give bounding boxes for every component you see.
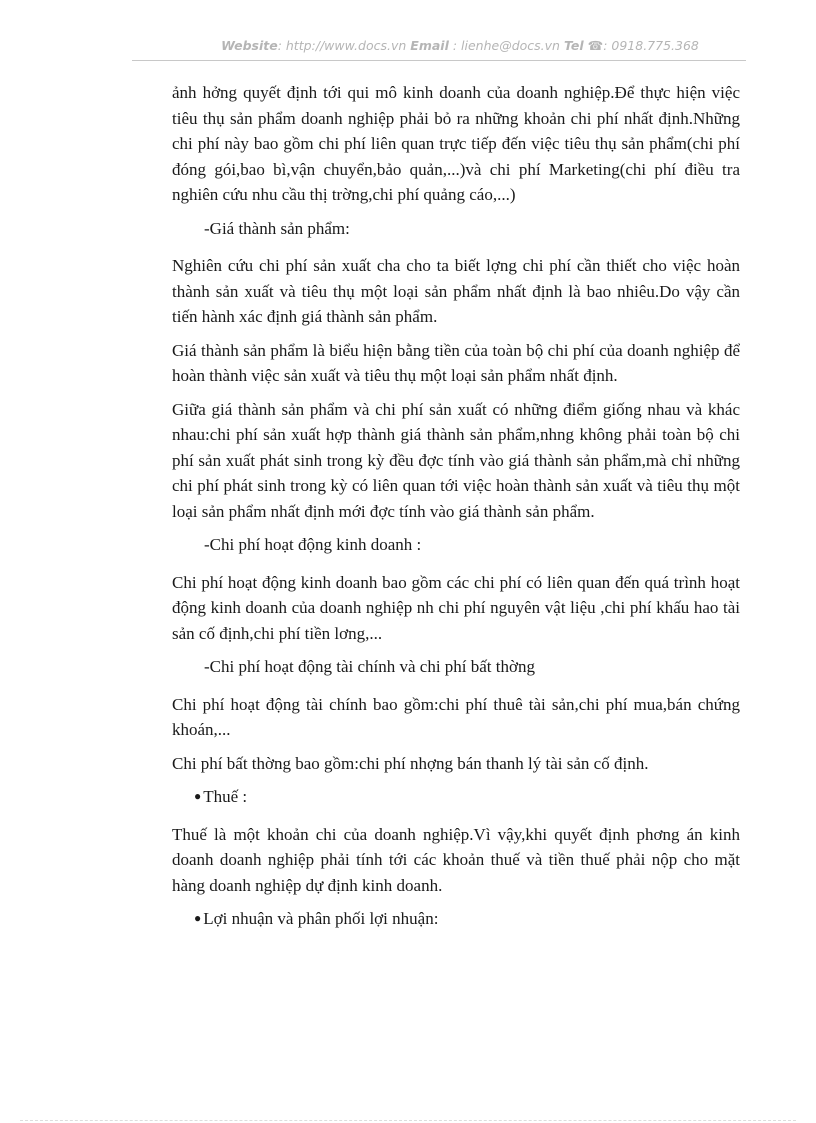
paragraph: ảnh hởng quyết định tới qui mô kinh doanh của doanh nghiệp.Để thực hiện việc tiêu thụ sản phẩm doanh nghiệp phải bỏ ra những khoản chi phí nhất định.Những chi phí này bao gồm chi phí liên quan trực tiếp đến việc tiêu thụ sản phẩm(chi phí đóng gói,bao bì,vận chuyển,bảo quản,...)và chi phí Marketing(chi phí điều tra nghiên cứu nhu cầu thị trờng,chi phí quảng cáo,...) [172, 83, 740, 204]
paragraph: Giá thành sản phẩm là biểu hiện bằng tiền của toàn bộ chi phí của doanh nghiệp để hoàn thành việc sản xuất và tiêu thụ một loại sản phẩm nhất định. [172, 340, 740, 385]
header-divider [132, 60, 746, 61]
phone-icon: ☎ [587, 38, 604, 53]
tel-value: : 0918.775.368 [603, 38, 699, 53]
subheading: -Chi phí hoạt động kinh doanh : [204, 535, 422, 554]
email-label: Email [410, 38, 449, 53]
document-body [172, 80, 740, 944]
paragraph: Thuế là một khoản chi của doanh nghiệp.Vì vậy,khi quyết định phơng án kinh doanh doanh nghiệp phải tính tới các khoản thuế và tiền thuế phải nộp cho mặt hàng doanh nghiệp dự định kinh doanh. [172, 824, 740, 895]
paragraph: Chi phí bất thờng bao gồm:chi phí nhợng bán thanh lý tài sản cố định. [172, 753, 649, 773]
website-value: : http://www.docs.vn [277, 38, 407, 53]
bullet-text: Lợi nhuận và phân phối lợi nhuận: [203, 909, 439, 928]
email-value: : lienhe@docs.vn [452, 38, 560, 53]
paragraph: Chi phí hoạt động kinh doanh bao gồm các chi phí có liên quan đến quá trình hoạt động kinh doanh của doanh nghiệp nh chi phí nguyên vật liệu ,chi phí khấu hao tài sản cố định,chi phí tiền lơng,... [172, 572, 740, 643]
bullet-text: Thuế : [203, 787, 248, 806]
bullet-icon: ● [194, 789, 202, 803]
paragraph: Nghiên cứu chi phí sản xuất cha cho ta biết lợng chi phí cần thiết cho việc hoàn thành sản xuất và tiêu thụ một loại sản phẩm nhất định là bao nhiêu.Do vậy cần tiến hành xác định giá thành sản phẩm. [172, 256, 740, 326]
bullet-heading [172, 906, 740, 932]
page-header [175, 38, 745, 53]
subheading: -Giá thành sản phẩm: [204, 218, 350, 238]
bullet-icon: ● [194, 911, 202, 925]
website-label: Website [221, 38, 278, 53]
paragraph: Giữa giá thành sản phẩm và chi phí sản xuất có những điểm giống nhau và khác nhau:chi phí sản xuất hợp thành giá thành sản phẩm,nhng không phải toàn bộ chi phí sản xuất phát sinh trong kỳ đều đợc tính vào giá thành sản phẩm,mà chỉ những chi phí phát sinh trong kỳ có liên quan tới việc hoàn thành sản xuất và tiêu thụ một loại sản phẩm nhất định mới đợc tính vào giá thành sản phẩm. [172, 399, 740, 521]
subheading: -Chi phí hoạt động tài chính và chi phí bất thờng [204, 657, 535, 676]
paragraph: Chi phí hoạt động tài chính bao gồm:chi phí thuê tài sản,chi phí mua,bán chứng khoán,... [172, 694, 740, 739]
page-bottom-border [20, 1120, 796, 1121]
bullet-heading [172, 784, 740, 810]
tel-label: Tel [563, 38, 584, 53]
